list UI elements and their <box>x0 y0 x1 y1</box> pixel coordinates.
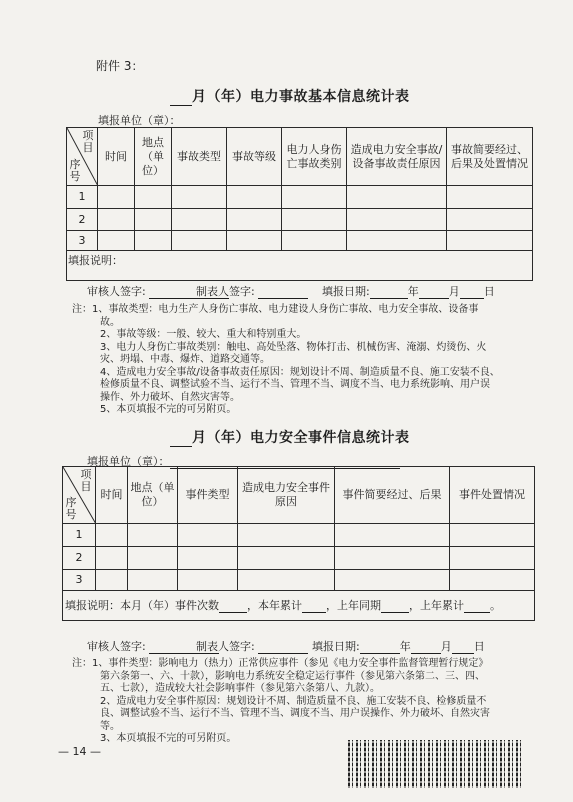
table2-col-time: 时间 <box>96 467 128 524</box>
cell[interactable] <box>128 547 178 570</box>
cell[interactable] <box>135 209 172 231</box>
cell[interactable] <box>238 524 335 547</box>
maker-blank[interactable] <box>258 641 308 654</box>
cell[interactable] <box>238 570 335 591</box>
table1-title <box>170 86 410 106</box>
page-number: — 14 — <box>58 745 101 758</box>
cell[interactable] <box>135 231 172 251</box>
attachment-label: 附件 3： <box>96 59 144 73</box>
year-blank[interactable] <box>370 286 408 299</box>
cell[interactable] <box>282 209 347 231</box>
note-line: 故。 <box>100 316 120 328</box>
cell[interactable] <box>172 209 227 231</box>
table2-notes <box>72 658 490 746</box>
note-line: 3、电力人身伤亡事故类别：触电、高处坠落、物体打击、机械伤害、淹溺、灼烫伤、火 <box>100 341 487 353</box>
last-cum-blank[interactable] <box>464 600 490 613</box>
cell[interactable] <box>96 547 128 570</box>
cell[interactable] <box>447 209 533 231</box>
cell[interactable] <box>178 524 238 547</box>
row-number: 1 <box>67 186 98 209</box>
cell[interactable] <box>335 570 450 591</box>
maker-label: 制表人签字: <box>196 285 255 298</box>
table1-unit-label: 填报单位（章）： <box>98 114 181 127</box>
cell[interactable] <box>98 186 135 209</box>
table1-col-level: 事故等级 <box>227 128 282 186</box>
cell[interactable] <box>450 547 535 570</box>
note-line: 检修质量不良、调整试验不当、运行不当、管理不当、调度不当、电力系统影响、用户误 <box>100 379 490 390</box>
note-line: 3、本页填报不完的可另附页。 <box>100 733 237 744</box>
row-number: 1 <box>63 524 96 547</box>
day-label: 日 <box>473 640 485 653</box>
month-blank[interactable] <box>411 641 441 654</box>
year-cum-blank[interactable] <box>302 600 326 613</box>
note-line: 灾、坍塌、中毒、爆炸、道路交通等。 <box>100 354 270 365</box>
note-line: 2、事故等级：一般、较大、重大和特别重大。 <box>100 329 307 340</box>
fill-note-end: 。 <box>490 598 501 612</box>
cell[interactable] <box>282 231 347 251</box>
fill-note-last: ，上年同期 <box>326 598 381 612</box>
cell[interactable] <box>96 524 128 547</box>
maker-blank[interactable] <box>258 286 308 299</box>
table2-col-location: 地点（单位） <box>128 467 178 524</box>
note-line: 等。 <box>100 720 120 732</box>
table2-col-type: 事件类型 <box>178 467 238 524</box>
note-line: 4、造成电力安全事故/设备事故责任原因：规划设计不周、制造质量不良、施工安装不良、 <box>100 366 500 378</box>
table2-title <box>170 427 410 447</box>
cell[interactable] <box>227 231 282 251</box>
count-blank[interactable] <box>219 600 247 613</box>
day-label: 日 <box>483 285 495 298</box>
table2-col-handling: 事件处置情况 <box>450 467 535 524</box>
table1-col-cause: 造成电力安全事故/设备事故责任原因 <box>347 128 447 186</box>
cell[interactable] <box>172 231 227 251</box>
month-blank <box>170 432 192 447</box>
table1-col-type: 事故类型 <box>172 128 227 186</box>
year-label: 年 <box>399 640 411 653</box>
month-blank <box>170 91 192 106</box>
cell[interactable] <box>450 524 535 547</box>
table2-maker <box>196 638 308 654</box>
table2-seq-label: 序号 <box>65 496 77 521</box>
note-line: 操作、外力破坏、自然灾害等。 <box>100 391 240 403</box>
note-line: 注：1、事件类型：影响电力（热力）正常供应事件（参见《电力安全事件监督管理暂行规定》 <box>72 658 489 669</box>
note-line: 2、造成电力安全事件原因：规划设计不周、制造质量不良、施工安装不良、检修质量不 <box>100 695 487 707</box>
day-blank[interactable] <box>460 286 484 299</box>
reviewer-label: 审核人签字: <box>87 285 146 298</box>
reviewer-label: 审核人签字: <box>87 640 146 653</box>
month-label: 月 <box>440 640 452 653</box>
note-line: 5、本页填报不完的可另附页。 <box>100 404 237 415</box>
fill-note-prefix: 填报说明：本月（年）事件次数 <box>65 598 219 612</box>
table1-date <box>322 283 495 299</box>
note-line: 注：1、事故类型：电力生产人身伤亡事故、电力建设人身伤亡事故、电力安全事故、设备事 <box>72 304 479 315</box>
cell[interactable] <box>447 186 533 209</box>
table2-item-label: 项目 <box>80 468 92 493</box>
cell[interactable] <box>128 524 178 547</box>
table-row <box>63 524 535 547</box>
table2-unit-label: 填报单位（章）： <box>87 455 170 468</box>
fill-note-year: ，本年累计 <box>247 598 302 612</box>
table1-unit <box>98 112 381 128</box>
cell[interactable] <box>227 186 282 209</box>
barcode-overlay <box>348 740 524 788</box>
table1-fill-note[interactable]: 填报说明： <box>67 251 533 281</box>
cell[interactable] <box>128 570 178 591</box>
table1-col-location: 地点（单位） <box>135 128 172 186</box>
cell[interactable] <box>450 570 535 591</box>
cell[interactable] <box>178 570 238 591</box>
row-number: 2 <box>67 209 98 231</box>
row-number: 3 <box>63 570 96 591</box>
year-blank[interactable] <box>360 641 400 654</box>
table-row <box>63 570 535 591</box>
cell[interactable] <box>447 231 533 251</box>
last-year-blank[interactable] <box>381 600 409 613</box>
cell[interactable] <box>178 547 238 570</box>
year-label: 年 <box>407 285 419 298</box>
table2 <box>62 466 535 621</box>
cell[interactable] <box>227 209 282 231</box>
table1-diag-header <box>67 128 98 186</box>
row-number: 3 <box>67 231 98 251</box>
cell[interactable] <box>347 209 447 231</box>
cell[interactable] <box>282 186 347 209</box>
table1-seq-label: 序号 <box>69 158 81 183</box>
note-line: 第六条第一、六、十款），影响电力系统安全稳定运行事件（参见第六条第二、三、四、 <box>100 670 485 682</box>
cell[interactable] <box>335 524 450 547</box>
table-row <box>67 186 533 209</box>
cell[interactable] <box>98 231 135 251</box>
table1-col-casualty: 电力人身伤亡事故类别 <box>282 128 347 186</box>
table2-col-cause: 造成电力安全事件原因 <box>238 467 335 524</box>
date-label: 填报日期: <box>312 640 360 653</box>
date-label: 填报日期: <box>322 285 370 298</box>
cell[interactable] <box>335 547 450 570</box>
note-line: 五、七款），造成较大社会影响事件（参见第六条第八、九款）。 <box>100 683 380 694</box>
row-number: 2 <box>63 547 96 570</box>
table1-maker <box>196 283 308 299</box>
table1-notes <box>72 304 500 417</box>
month-blank[interactable] <box>419 286 449 299</box>
table2-col-summary: 事件简要经过、后果 <box>335 467 450 524</box>
table2-diag-header <box>63 467 96 524</box>
month-label: 月 <box>448 285 460 298</box>
cell[interactable] <box>238 547 335 570</box>
cell[interactable] <box>347 186 447 209</box>
table1 <box>66 127 533 281</box>
table-row <box>63 547 535 570</box>
cell[interactable] <box>98 209 135 231</box>
cell[interactable] <box>172 186 227 209</box>
table1-item-label: 项目 <box>82 129 94 154</box>
table2-date <box>312 638 485 654</box>
cell[interactable] <box>135 186 172 209</box>
table1-col-time: 时间 <box>98 128 135 186</box>
maker-label: 制表人签字: <box>196 640 255 653</box>
table2-title-text: 月（年）电力安全事件信息统计表 <box>192 430 410 446</box>
fill-note-lastcum: ，上年累计 <box>409 598 464 612</box>
note-line: 良、调整试验不当、运行不当、管理不当、调度不当、用户误操作、外力破坏、自然灾害 <box>100 708 490 719</box>
table2-fill-note[interactable] <box>63 591 535 621</box>
cell[interactable] <box>347 231 447 251</box>
table1-title-text: 月（年）电力事故基本信息统计表 <box>192 89 410 105</box>
table1-col-summary: 事故简要经过、后果及处置情况 <box>447 128 533 186</box>
cell[interactable] <box>96 570 128 591</box>
table-row <box>67 209 533 231</box>
day-blank[interactable] <box>452 641 474 654</box>
table-row <box>67 231 533 251</box>
